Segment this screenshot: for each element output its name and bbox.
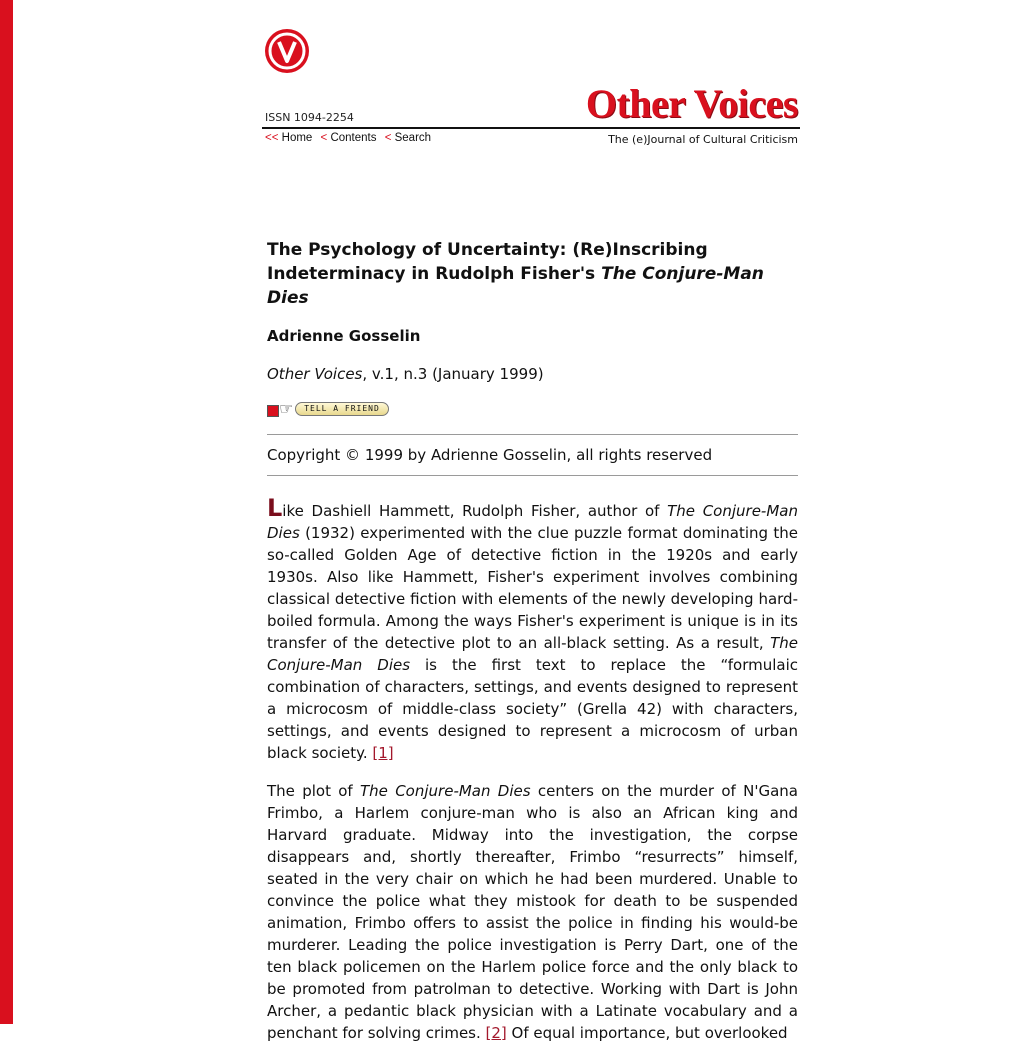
pointing-hand-icon: ☞	[279, 399, 294, 418]
article	[267, 238, 798, 1044]
nav-contents-label: Contents	[330, 132, 377, 144]
title-line-2: Indeterminacy in Rudolph Fisher's	[267, 264, 602, 284]
drop-cap: L	[267, 494, 283, 522]
top-nav	[265, 132, 431, 144]
body-paragraph-2	[267, 780, 798, 1044]
nav-search-link[interactable]	[385, 132, 431, 144]
tell-a-friend-label: TELL A FRIEND	[295, 402, 389, 416]
article-citation	[267, 364, 798, 384]
p1-text-b: (1932) experimented with the clue puzzle format dominating the so-called Golden Age of detective fiction in the 1920s and early 1930s. Also like Hammett, Fisher's experiment involves combining classical detective fiction with elements of the newly developing hard-boiled formula. Among the ways Fisher's experiment is unique is in its transfer of the detective plot to an all-black setting. As a result,	[267, 524, 798, 652]
p2-text-c: Of equal importance, but overlooked	[506, 1024, 788, 1042]
issn-label: ISSN 1094-2254	[265, 111, 354, 124]
tell-a-friend-button[interactable]	[267, 400, 798, 418]
citation-issue: , v.1, n.3 (January 1999)	[362, 365, 544, 383]
footnote-link-2[interactable]: [2]	[485, 1024, 507, 1042]
citation-journal: Other Voices	[267, 365, 363, 383]
nav-contents-link[interactable]	[321, 132, 377, 144]
nav-search-label: Search	[394, 132, 432, 144]
nav-home-label: Home	[281, 132, 313, 144]
footnote-link-1[interactable]: [1]	[372, 744, 394, 762]
left-accent-bar	[0, 0, 13, 1024]
article-title	[267, 238, 798, 310]
title-line-1: The Psychology of Uncertainty: (Re)Inscribing	[267, 240, 708, 260]
p1-text-a: ike Dashiell Hammett, Rudolph Fisher, author of	[282, 502, 668, 520]
p1-text-c: is the first text to replace the “formulaic combination of characters, settings, and events designed to represent a microcosm of middle-class society” (Grella 42) with characters, settings, and events designed to represent a microcosm of urban black society.	[267, 656, 799, 762]
nav-home-arrow: <<	[265, 132, 279, 144]
header-rule	[262, 127, 800, 129]
body-paragraph-1	[267, 494, 799, 764]
divider-bottom	[267, 475, 798, 476]
p2-text-b: centers on the murder of N'Gana Frimbo, a Harlem conjure-man who is also an African king and Harvard graduate. Midway into the investigation, the corpse disappears and, shortly thereafter, Frimbo “resurrects” himself, seated in the very chair on which he had been murdered. Unable to convince the police what they mistook for death to be suspended animation, Frimbo offers to assist the police in finding his would-be murderer. Leading the police investigation is Perry Dart, one of the ten black policemen on the Harlem police force and the only black to be promoted from patrolman to detective. Working with Dart is John Archer, a pedantic black physician with a Latinate vocabulary and a penchant for solving crimes.	[267, 782, 798, 1042]
other-voices-logo-icon[interactable]	[264, 28, 310, 74]
p1-italic-1: The Conjure-Man Dies	[267, 502, 798, 542]
divider-top	[267, 434, 798, 435]
p2-italic-1: The Conjure-Man Dies	[360, 782, 531, 800]
copyright-notice: Copyright © 1999 by Adrienne Gosselin, all rights reserved	[267, 446, 713, 464]
journal-tagline: The (e)Journal of Cultural Criticism	[608, 133, 798, 146]
nav-home-link[interactable]	[265, 132, 312, 144]
p1-italic-2: The Conjure-Man Dies	[267, 634, 798, 674]
journal-brand-title[interactable]: Other Voices	[585, 81, 798, 126]
p2-text-a: The plot of	[267, 782, 361, 800]
title-italic-work: The Conjure-Man Dies	[267, 264, 764, 308]
nav-contents-arrow: <	[320, 132, 328, 144]
article-author: Adrienne Gosselin	[267, 327, 421, 345]
red-square-icon	[267, 405, 279, 417]
nav-search-arrow: <	[384, 132, 392, 144]
